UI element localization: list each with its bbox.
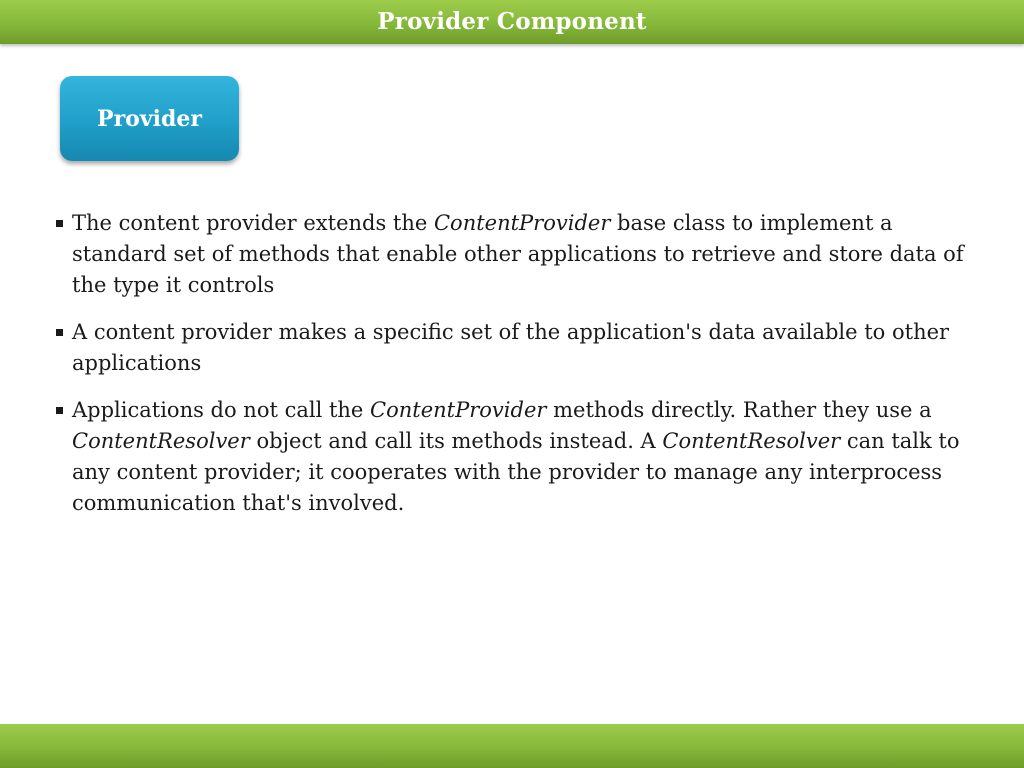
bullet-text: A content provider makes a specific set of the application's data available to other applications: [72, 320, 950, 375]
bullet-list: [52, 208, 992, 535]
provider-button[interactable]: [60, 76, 239, 161]
square-bullet-icon: [56, 329, 63, 336]
bullet-text: Applications do not call the ContentProvider methods directly. Rather they use a ContentResolver object and call its methods instead. A ContentResolver can talk to any content provider; it cooperates with the provider to manage any interprocess communication that's involved.: [72, 398, 960, 515]
footer-bar: [0, 724, 1024, 768]
title-bar: [0, 0, 1024, 44]
square-bullet-icon: [56, 220, 63, 227]
provider-button-label: Provider: [97, 105, 202, 132]
bullet-item-1: [52, 208, 992, 301]
bullet-text: The content provider extends the ContentProvider base class to implement a standard set of methods that enable other applications to retrieve and store data of the type it controls: [72, 211, 964, 297]
square-bullet-icon: [56, 407, 63, 414]
slide-title: Provider Component: [377, 7, 647, 35]
bullet-item-2: [52, 317, 992, 379]
bullet-item-3: [52, 395, 992, 519]
